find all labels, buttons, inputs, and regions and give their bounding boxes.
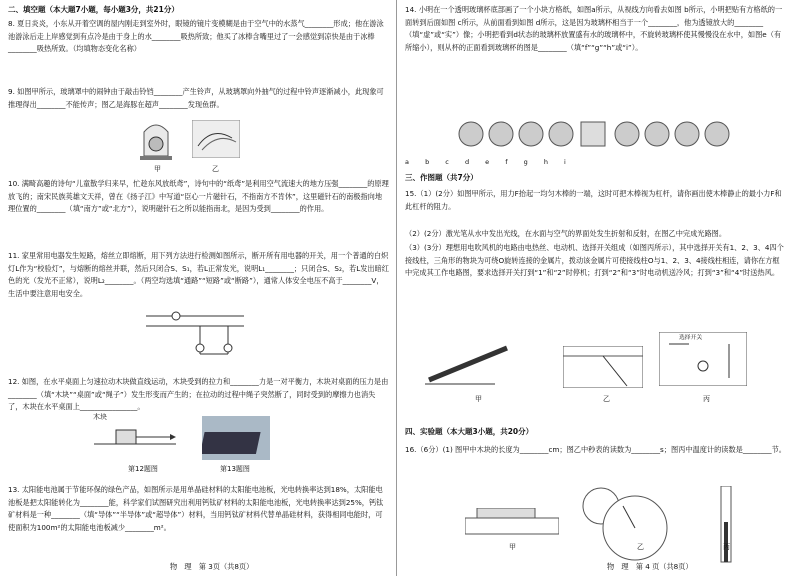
q16-label-jia: 甲 <box>509 543 516 551</box>
stopwatch-figure <box>579 484 677 566</box>
question-9: 9. 如图甲所示，玻璃罩中的闹钟由于敲击铃铛________产生铃声，从玻璃罩向外抽气的过程中铃声逐渐减小，此现象可推理得出________不能传声；图乙是海豚在超声________发现鱼群。 <box>8 87 384 109</box>
q15-label-yi: 乙 <box>603 395 610 403</box>
question-10: 10. 满畸高趣的诗句“儿童散学归来早，忙趁东风放纸鸢”，诗句中的“纸鸢”是利用空气流速大的地方压强________的原理放飞的；南宋民族英雄文天祥，曾在《扬子江》中写道“臣心一片磁针石，不指南方不肯休”，这里磁针石的南极指向地理位置的________（填“南方”或“北方”），说明磁针石之所以能指南北，是因为受到________的作用。 <box>8 179 389 214</box>
hairdryer-circuit-figure <box>659 332 747 386</box>
solar-panel-figure <box>202 416 270 460</box>
dolphin-figure <box>192 120 240 158</box>
thermometer-figure <box>715 486 737 566</box>
fig-h: h <box>543 158 548 166</box>
selector-switch-label: 选择开关 <box>679 335 703 341</box>
question-12: 12. 如图，在水平桌面上匀速拉动木块做直线运动，木块受到的拉力和________力是一对平衡力，木块对桌面的压力是由________（填“木块”“桌面”或“绳子”）发生形变而产生的；在拉动的过程中绳子突然断了，同时受到的摩擦力也消失了，木块在水平桌面上________________。 <box>8 377 389 412</box>
ruler-figure <box>465 508 559 538</box>
question-13: 13. 太阳能电池属于节能环保的绿色产品，如图所示是用单晶硅材料的太阳能电池板，光电转换率达到18%，太阳能电池板是把太阳能转化为________能，科学家们试图研究出利用钙钛矿材料的太阳能电池板，光电转换率达到25%，钙钛矿材料是一种________（填“导体”“半导体”或“超导体”）材料，当用钙钛矿材料代替单晶硅材料，获得相同电能时，可使面积为100m²的太阳能电池板减少________m²。 <box>8 485 384 532</box>
section-title-drawing: 三、作图题（共7分） <box>405 173 478 182</box>
fig-12-label: 第12题图 <box>128 465 158 473</box>
q16-label-yi: 乙 <box>637 543 644 551</box>
refraction-figure <box>563 346 643 388</box>
question-16: 16.（6分）(1) 图甲中木块的长度为________cm；图乙中秒表的读数为________s；图丙中温度计的读数是________节。 <box>405 445 786 454</box>
section-title-fill: 二、填空题（本大题7小题，每小题3分，共21分） <box>8 5 179 14</box>
q15-label-jia: 甲 <box>475 395 482 403</box>
block-on-table-figure <box>90 418 180 452</box>
fig-e: e <box>485 158 490 166</box>
question-8: 8. 夏日炎炎，小东从开着空调的屋内刚走到室外时，眼镜的镜片变模糊是由于空气中的水蒸气________形成；他在游泳池游泳后走上岸感觉到有点冷是由于身上的水________吸热所致；他买了冰棒含嘴里过了一会感觉到凉快是由于冰棒________吸热所致。（均填物态变化名称） <box>8 19 384 54</box>
page-footer-left: 物 理 第 3页（共8页） <box>170 562 254 571</box>
question-11: 11. 家里常用电器发生短路，熔丝立即熔断，用下列方法进行检测如图所示，断开所有用电器的开关，用一个普通的白炽灯L作为“校验灯”，与熔断的熔丝并联，然后只闭合S、S₁，若L正常发光，说明L₁________；只闭合S、S₂，若L发出暗红色的光（发光不正常），说明L₂________。（两空均选填“通路”“短路”或“断路”），通常人体安全电压不高于________V，生活中要注意用电安全。 <box>8 251 389 298</box>
question-14: 14. 小明在一个透明玻璃杯底部画了一个小块方格纸，如图a所示，从视线方向看去如图 b所示，小明把贴有方格纸的一面转到后面如图 c所示，从前面看到如图 d所示，这是因为玻璃杯相当于一个________，他为透镜放大的________（填“虚”或“实”）像；小明把看到d状态的玻璃杯放置盛有水的玻璃杯中，不旋转玻璃杯使其慢慢没在水中，如图e（有所缩小），则从杯的正面看到玻璃杯的图是________（填“f”“g”“h”或“i”）。 <box>405 5 783 52</box>
fig-b: b <box>425 158 430 166</box>
fig-d: d <box>464 158 470 166</box>
page-footer-right: 物 理 第 4 页（共8页） <box>607 562 693 571</box>
fig-label-jia: 甲 <box>154 165 161 173</box>
section-title-experiment: 四、实验题（本大题3小题，共20分） <box>405 427 534 436</box>
fig-a: a <box>405 158 409 166</box>
question-15-3: （3）(3分）理想用电吹风机的电路由电热丝、电动机、选择开关组成（如图丙所示），其中选择开关有1、2、3、4四个接线柱，三角形的物块为可绕O旋转连接的金属片，拨动该金属片可使接线柱O与1、2、3、4接线柱相连，请你在方框中完成其工作电路图，要求选择开关打到“1”和“2”时停机；打到“2”和“3”时电动机送冷风；打到“3”和“4”时送热风。 <box>405 243 784 278</box>
question-15-1: 15.（1）(2分）如图甲所示，用力F抬起一均匀木棒的一端，这时可把木棒视为杠杆，请你画出使木棒静止的最小力F和此杠杆的阻力。 <box>405 189 782 211</box>
fig-g: g <box>523 158 528 166</box>
circuit-figure <box>140 308 250 364</box>
block-label: 木块 <box>93 413 107 421</box>
bell-jar-figure <box>136 118 176 162</box>
right-page <box>397 0 794 576</box>
lever-figure <box>425 340 511 390</box>
q16-label-bing: 丙 <box>723 543 730 551</box>
fig-c: c <box>445 158 449 166</box>
fig-f: f <box>505 158 508 166</box>
fig-label-yi: 乙 <box>212 165 219 173</box>
question-15-2: （2）(2分）激光笔从水中发出光线，在水面与空气的界面处发生折射和反射，在图乙中完成光路图。 <box>405 229 727 238</box>
fig-13-label: 第13题图 <box>220 465 250 473</box>
q15-label-bing: 丙 <box>703 395 710 403</box>
fig-i: i <box>564 158 566 166</box>
glass-cup-figures <box>457 118 737 152</box>
